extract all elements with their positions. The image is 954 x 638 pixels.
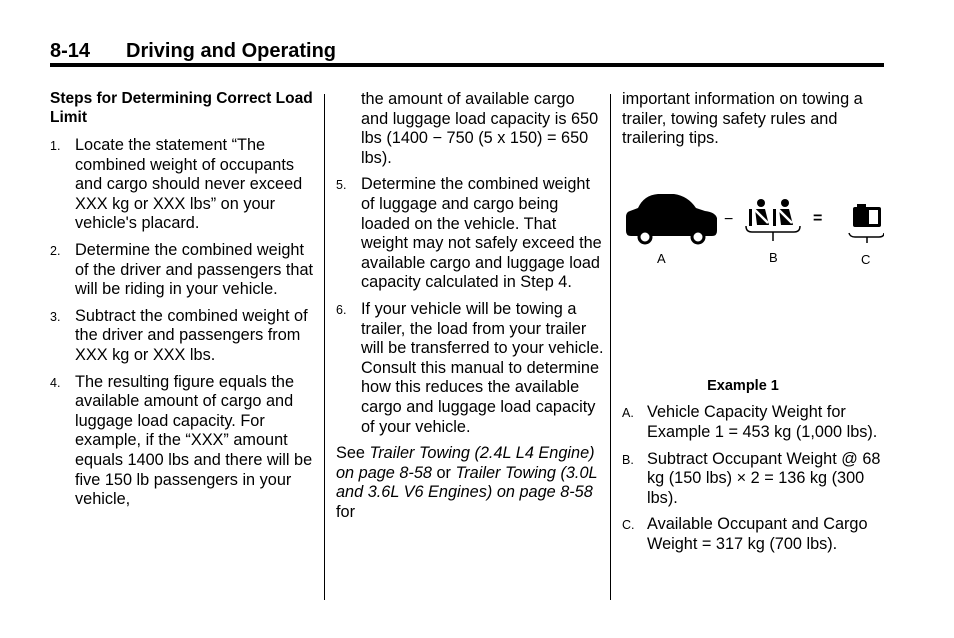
see-reference xyxy=(336,444,604,522)
step-number: 6. xyxy=(336,302,347,317)
item-text: Subtract Occupant Weight @ 68 kg (150 lbs) × 2 = 136 kg (300 lbs). xyxy=(647,449,881,507)
step-text: The resulting figure equals the available amount of cargo and luggage load capacity. For example, if the “XXX” amount equals 1400 lbs and there will be five 150 lb passengers in your vehicle, xyxy=(75,372,313,509)
trailer-towing-link-1[interactable]: Trailer Towing (2.4L L4 Engine) on page 8-58 xyxy=(336,444,595,482)
page-number: 8-14 xyxy=(50,40,91,62)
figure-caption: Example 1 xyxy=(707,377,779,394)
list-item xyxy=(50,373,318,510)
column-1 xyxy=(50,90,318,517)
list-item xyxy=(622,403,884,442)
label-b: B xyxy=(769,249,778,265)
step-text: Determine the combined weight of luggage and cargo being loaded on the vehicle. That weight may not safely exceed the available cargo and luggage load capacity calculated in Step 4. xyxy=(361,175,602,292)
figure-illustration xyxy=(622,177,884,287)
trailer-towing-link-2[interactable]: Trailer Towing (3.0L and 3.6L V6 Engines) on page 8-58 xyxy=(336,463,598,502)
step-text: the amount of available cargo and luggage load capacity is 650 lbs (1400 − 750 (5 x 150) = 650 lbs). xyxy=(361,90,599,167)
see-or: or xyxy=(431,463,456,482)
step-number: 2. xyxy=(50,243,61,258)
equals-sign: = xyxy=(813,209,823,227)
step-text: Subtract the combined weight of the driver and passengers from XXX kg or XXX lbs. xyxy=(75,306,308,364)
list-item xyxy=(336,175,604,293)
load-example-figure xyxy=(622,177,884,377)
minus-sign: − xyxy=(724,210,734,228)
label-a: A xyxy=(657,250,666,266)
list-item xyxy=(50,136,318,234)
item-text: Available Occupant and Cargo Weight = 317 kg (700 lbs). xyxy=(647,515,868,553)
step-text: If your vehicle will be towing a trailer, the load from your trailer will be transferred to your vehicle. Consult this manual to determine how this reduces the available cargo and luggage load capacity of your vehicle. xyxy=(361,299,604,436)
step-text: Determine the combined weight of the driver and passengers that will be riding in your vehicle. xyxy=(75,240,314,299)
item-letter: A. xyxy=(622,406,634,421)
column-2 xyxy=(336,90,604,529)
step-number: 1. xyxy=(50,139,61,153)
see-suffix: for xyxy=(336,502,356,521)
item-letter: B. xyxy=(622,452,634,467)
list-item xyxy=(50,241,318,300)
step-text: Locate the statement “The combined weight of occupants and cargo should never exceed XXX kg or XXX lbs” on your vehicle's placard. xyxy=(75,136,303,233)
list-item xyxy=(622,450,884,509)
step-number: 3. xyxy=(50,309,61,324)
list-item xyxy=(336,300,604,437)
section-title: Driving and Operating xyxy=(126,40,337,62)
step-number: 4. xyxy=(50,375,61,390)
cargo-icon xyxy=(849,204,884,243)
item-text: Vehicle Capacity Weight for Example 1 = 453 kg (1,000 lbs). xyxy=(647,403,878,441)
column-divider xyxy=(324,94,325,600)
car-icon xyxy=(626,194,717,243)
occupants-icon xyxy=(746,199,800,241)
page-header xyxy=(50,38,884,64)
list-item-continuation xyxy=(336,90,604,168)
continuation-text: important information on towing a trailer, towing safety rules and trailering tips. xyxy=(622,90,863,148)
list-item xyxy=(50,307,318,366)
label-c: C xyxy=(861,251,871,267)
steps-heading: Steps for Determining Correct Load Limit xyxy=(50,90,313,126)
item-letter: C. xyxy=(622,518,635,533)
column-3 xyxy=(622,90,884,562)
list-item xyxy=(622,515,884,554)
column-divider xyxy=(610,94,611,600)
see-prefix: See xyxy=(336,444,370,463)
step-number: 5. xyxy=(336,178,347,193)
header-rule xyxy=(50,63,884,67)
